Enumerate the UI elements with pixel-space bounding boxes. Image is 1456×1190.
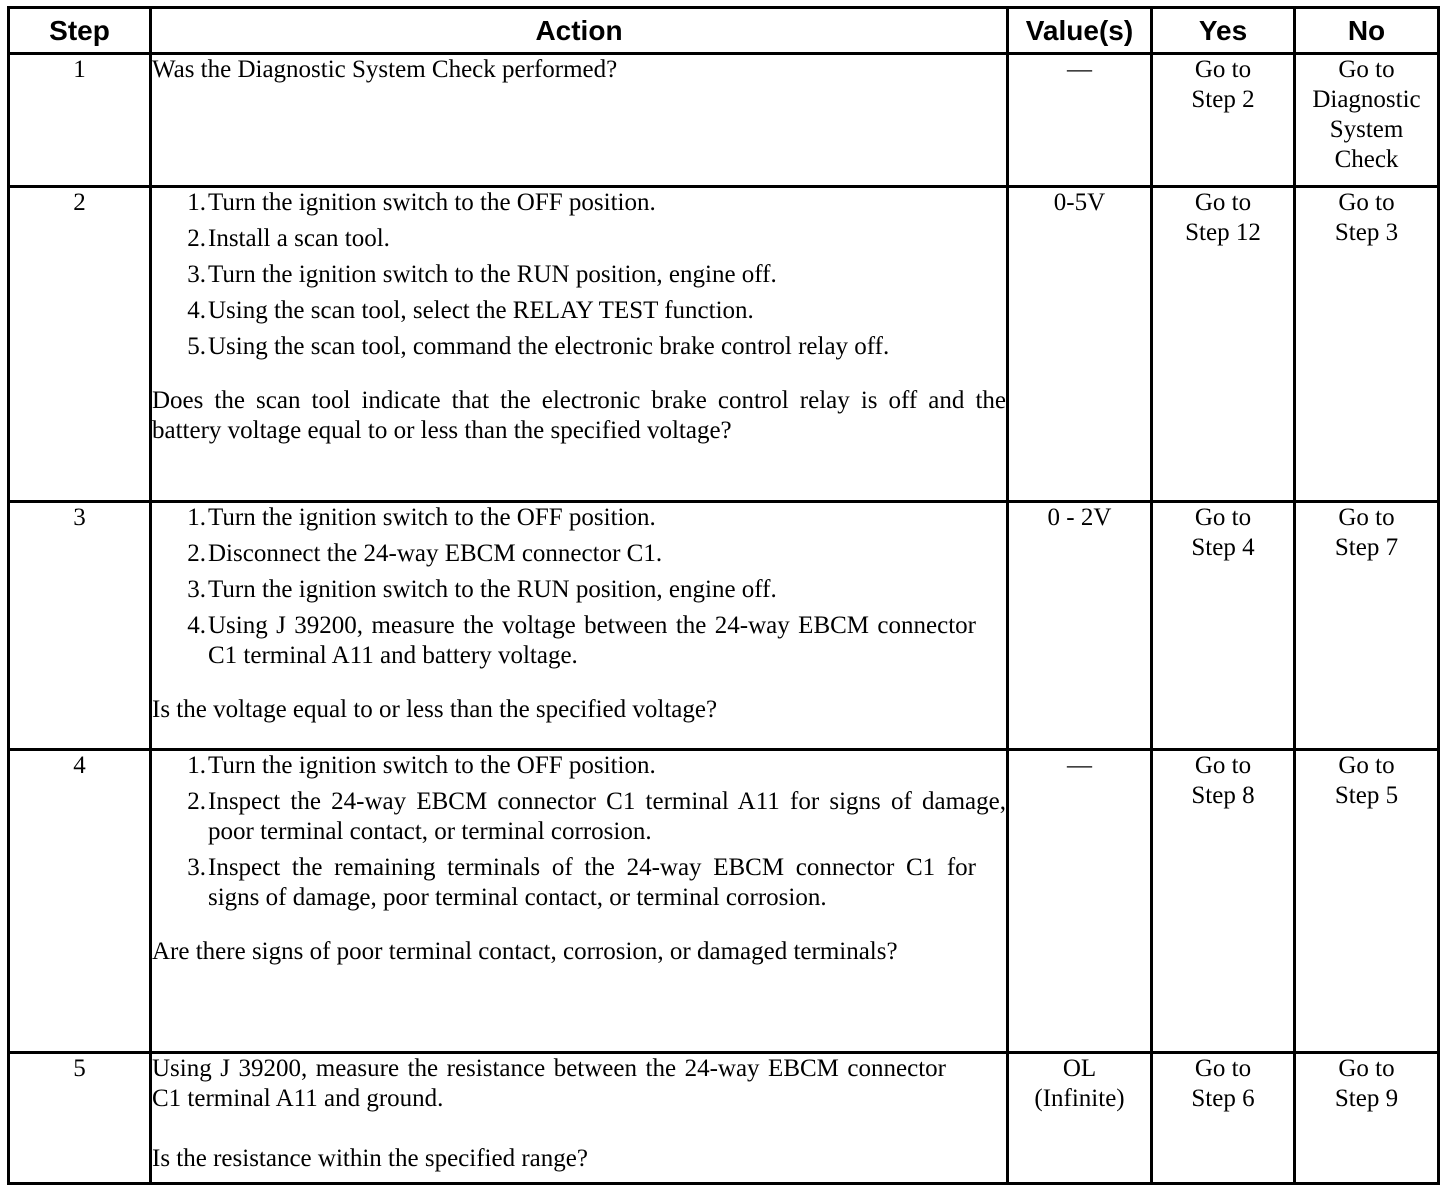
- action-step: 4. Using J 39200, measure the voltage between the 24-way EBCM connector C1 terminal A11 and battery voltage.: [187, 612, 976, 669]
- value-cell: —: [1008, 54, 1152, 187]
- no-text: Check: [1334, 146, 1399, 173]
- yes-text: Go to: [1194, 189, 1252, 216]
- action-step: 5. Using the scan tool, command the electronic brake control relay off.: [187, 333, 890, 360]
- step-number: 5: [9, 1053, 151, 1184]
- action-cell: [151, 750, 1008, 1053]
- no-cell: [1295, 502, 1439, 750]
- action-step: 2. Install a scan tool.: [187, 225, 390, 252]
- value-cell: 0-5V: [1008, 187, 1152, 502]
- action-step: 1. Turn the ignition switch to the OFF position.: [187, 504, 656, 531]
- yes-cell: [1152, 187, 1295, 502]
- no-text: Step 9: [1334, 1085, 1399, 1112]
- yes-cell: [1152, 1053, 1295, 1184]
- header-values: Value(s): [1008, 8, 1152, 54]
- action-text: Using J 39200, measure the resistance between the 24-way EBCM connector C1 terminal A11 and ground.: [152, 1055, 946, 1112]
- action-step: 4. Using the scan tool, select the RELAY TEST function.: [187, 297, 754, 324]
- no-text: Step 5: [1334, 782, 1399, 809]
- header-action: Action: [151, 8, 1008, 54]
- action-steps: [152, 751, 1006, 913]
- action-cell: [151, 1053, 1008, 1184]
- no-text: Step 7: [1334, 534, 1399, 561]
- table-row: [9, 187, 1439, 502]
- action-step: 2. Inspect the 24-way EBCM connector C1 terminal A11 for signs of damage, poor terminal contact, or terminal corrosion.: [187, 788, 1006, 845]
- action-step: 1. Turn the ignition switch to the OFF position.: [187, 189, 656, 216]
- action-question: Does the scan tool indicate that the electronic brake control relay is off and the battery voltage equal to or less than the specified voltage?: [152, 387, 1006, 444]
- action-step: 1. Turn the ignition switch to the OFF position.: [187, 752, 656, 779]
- no-text: Go to: [1338, 1055, 1395, 1082]
- header-step: Step: [9, 8, 151, 54]
- no-cell: [1295, 54, 1439, 187]
- value-text: OL: [1062, 1055, 1097, 1082]
- no-text: Go to: [1338, 189, 1395, 216]
- yes-text: Step 6: [1191, 1085, 1255, 1112]
- action-step: 3. Turn the ignition switch to the RUN position, engine off.: [187, 576, 777, 603]
- step-number: 2: [9, 187, 151, 502]
- action-step: 2. Disconnect the 24-way EBCM connector C1.: [187, 540, 663, 567]
- value-cell: [1008, 1053, 1152, 1184]
- no-text: Go to: [1338, 56, 1395, 83]
- action-steps: [152, 188, 1006, 362]
- header-yes: Yes: [1152, 8, 1295, 54]
- value-cell: —: [1008, 750, 1152, 1053]
- action-step: 3. Turn the ignition switch to the RUN position, engine off.: [187, 261, 777, 288]
- no-text: Diagnostic: [1312, 86, 1421, 113]
- action-cell: [151, 54, 1008, 187]
- yes-text: Go to: [1194, 1055, 1252, 1082]
- yes-cell: [1152, 54, 1295, 187]
- yes-cell: [1152, 750, 1295, 1053]
- action-question: Are there signs of poor terminal contact, corrosion, or damaged terminals?: [152, 938, 898, 965]
- diagnostic-table: [7, 6, 1440, 1185]
- step-number: 1: [9, 54, 151, 187]
- action-text: Was the Diagnostic System Check performed?: [152, 56, 618, 83]
- header-no: No: [1295, 8, 1439, 54]
- no-text: System: [1329, 116, 1404, 143]
- yes-text: Step 4: [1191, 534, 1255, 561]
- no-text: Go to: [1338, 504, 1395, 531]
- table-row: [9, 54, 1439, 187]
- yes-text: Go to: [1194, 56, 1252, 83]
- step-number: 4: [9, 750, 151, 1053]
- yes-text: Step 8: [1191, 782, 1255, 809]
- action-question: Is the voltage equal to or less than the specified voltage?: [152, 696, 718, 723]
- action-cell: [151, 502, 1008, 750]
- no-cell: [1295, 750, 1439, 1053]
- yes-text: Go to: [1194, 504, 1252, 531]
- value-text: (Infinite): [1034, 1085, 1125, 1112]
- step-number: 3: [9, 502, 151, 750]
- yes-text: Step 2: [1191, 86, 1255, 113]
- no-cell: [1295, 1053, 1439, 1184]
- yes-text: Go to: [1194, 752, 1252, 779]
- no-text: Step 3: [1334, 219, 1399, 246]
- yes-cell: [1152, 502, 1295, 750]
- value-cell: 0 - 2V: [1008, 502, 1152, 750]
- action-cell: [151, 187, 1008, 502]
- table-row: [9, 750, 1439, 1053]
- action-steps: [152, 503, 1006, 671]
- action-step: 3. Inspect the remaining terminals of the 24-way EBCM connector C1 for signs of damage, poor terminal contact, or terminal corrosion.: [187, 854, 976, 911]
- yes-text: Step 12: [1185, 219, 1261, 246]
- table-row: [9, 1053, 1439, 1184]
- table-row: [9, 502, 1439, 750]
- header-row: [9, 8, 1439, 54]
- no-text: Go to: [1338, 752, 1395, 779]
- no-cell: [1295, 187, 1439, 502]
- action-question: Is the resistance within the specified range?: [152, 1145, 588, 1172]
